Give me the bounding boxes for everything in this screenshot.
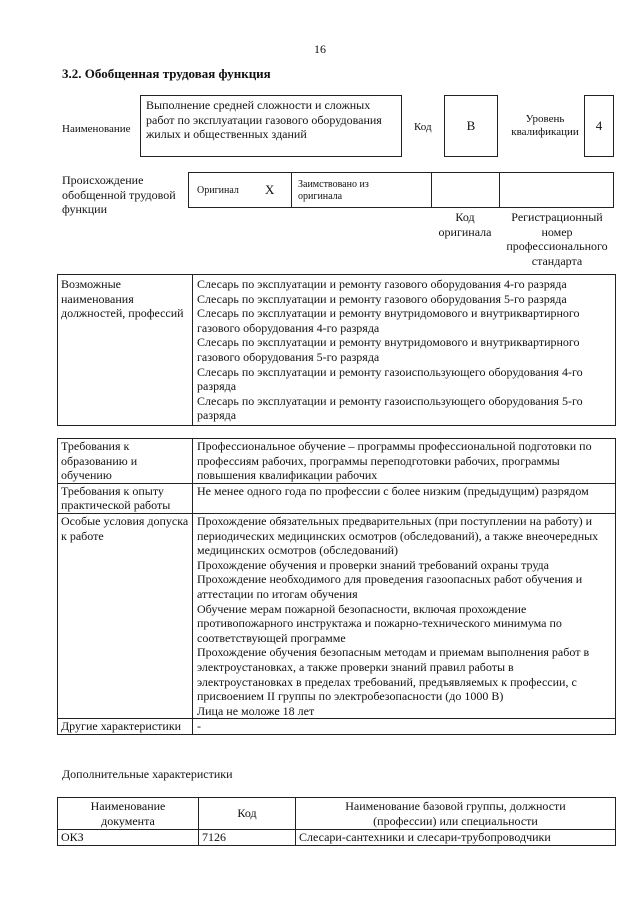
code-original-label: Код оригинала — [438, 210, 492, 239]
requirements-row — [58, 439, 616, 484]
additional-header-code: Код — [199, 798, 296, 830]
requirements-row — [58, 513, 616, 718]
additional-header-document: Наименование документа — [58, 798, 199, 830]
req-special-value — [193, 513, 616, 718]
req-special-item: Прохождение обучения и проверки знаний требований охраны труда — [197, 557, 549, 572]
requirements-row — [58, 719, 616, 735]
origin-reg-cell — [499, 172, 614, 208]
origin-label: Происхождение обобщенной трудовой функции — [62, 173, 176, 216]
req-special-item: Лица не моложе 18 лет — [197, 703, 315, 718]
position-item: Слесарь по эксплуатации и ремонту газового оборудования 4-го разряда — [197, 277, 567, 291]
original-mark: X — [265, 182, 275, 197]
req-other-item: - — [197, 719, 201, 734]
level-value: 4 — [595, 118, 603, 133]
code-box — [444, 95, 498, 157]
code-label: Код — [414, 121, 432, 133]
section-title: 3.2. Обобщенная трудовая функция — [62, 66, 271, 81]
req-experience-value — [193, 483, 616, 513]
origin-code-cell — [431, 172, 500, 208]
positions-table — [57, 274, 616, 426]
level-box — [584, 95, 614, 157]
origin-original-cell — [188, 172, 292, 208]
requirements-row — [58, 483, 616, 513]
additional-header-group: Наименование базовой группы, должности (профессии) или специальности — [296, 798, 616, 830]
positions-row — [58, 275, 616, 426]
req-other-label: Другие характеристики — [58, 719, 193, 735]
req-education-label: Требования к образованию и обучению — [58, 439, 193, 484]
additional-cell-group: Слесари-сантехники и слесари-трубопроводчики — [296, 830, 616, 846]
position-item: Слесарь по эксплуатации и ремонту газоиспользующего оборудования 5-го разряда — [197, 393, 583, 423]
additional-table — [57, 797, 616, 846]
name-label: Наименование — [62, 123, 131, 135]
original-label: Оригинал — [197, 185, 239, 196]
reg-number-label: Регистрационный номер профессионального стандарта — [506, 210, 608, 268]
name-value-box — [140, 95, 402, 157]
req-special-item: Прохождение необходимого для проведения газоопасных работ обучения и аттестации по итогам обучения — [197, 572, 583, 601]
req-special-item: Прохождение обучения безопасным методам и приемам выполнения работ в электроустановках, а также проверки знаний правил работы в электроустановках в пределах требований, предъявляемых к профессии, с присвоением II группы по электробезопасности (до 1000 В) — [197, 645, 590, 704]
additional-header-row — [58, 798, 616, 830]
name-value: Выполнение средней сложности и сложных работ по эксплуатации газового оборудования жилых и общественных зданий — [146, 98, 382, 141]
req-special-item: Обучение мерам пожарной безопасности, включая прохождение противопожарного инструктажа и пожарно-технического минимума по соответствующей программе — [197, 601, 562, 645]
level-label: Уровень квалификации — [511, 113, 579, 138]
req-experience-label: Требования к опыту практической работы — [58, 483, 193, 513]
position-item: Слесарь по эксплуатации и ремонту газоиспользующего оборудования 4-го разряда — [197, 364, 583, 394]
position-item: Слесарь по эксплуатации и ремонту внутридомового и внутриквартирного газового оборудования 5-го разряда — [197, 335, 580, 364]
req-education-item: Профессиональное обучение – программы профессиональной подготовки по профессиям рабочих, программы переподготовки рабочих, программы повышения квалификации рабочих — [197, 439, 592, 483]
page-number: 16 — [314, 42, 326, 56]
position-item: Слесарь по эксплуатации и ремонту газового оборудования 5-го разряда — [197, 291, 567, 306]
table-row — [58, 830, 616, 846]
positions-list — [193, 275, 616, 426]
positions-label: Возможные наименования должностей, профессий — [58, 275, 193, 426]
position-item: Слесарь по эксплуатации и ремонту внутридомового и внутриквартирного газового оборудования 4-го разряда — [197, 306, 580, 335]
origin-borrowed-cell — [291, 172, 432, 208]
req-special-item: Прохождение обязательных предварительных (при поступлении на работу) и периодических медицинских осмотров (обследований), а также внеочередных медицинских осмотров (обследований) — [197, 513, 599, 558]
req-other-value — [193, 719, 616, 735]
additional-cell-code: 7126 — [199, 830, 296, 846]
req-experience-item: Не менее одного года по профессии с более низким (предыдущим) разрядом — [197, 483, 589, 498]
code-value: B — [466, 118, 476, 133]
req-special-label: Особые условия допуска к работе — [58, 513, 193, 718]
requirements-table — [57, 438, 616, 735]
borrowed-label: Заимствовано из оригинала — [298, 179, 369, 202]
additional-title: Дополнительные характеристики — [62, 767, 233, 781]
additional-cell-document: ОКЗ — [58, 830, 199, 846]
req-education-value — [193, 439, 616, 484]
